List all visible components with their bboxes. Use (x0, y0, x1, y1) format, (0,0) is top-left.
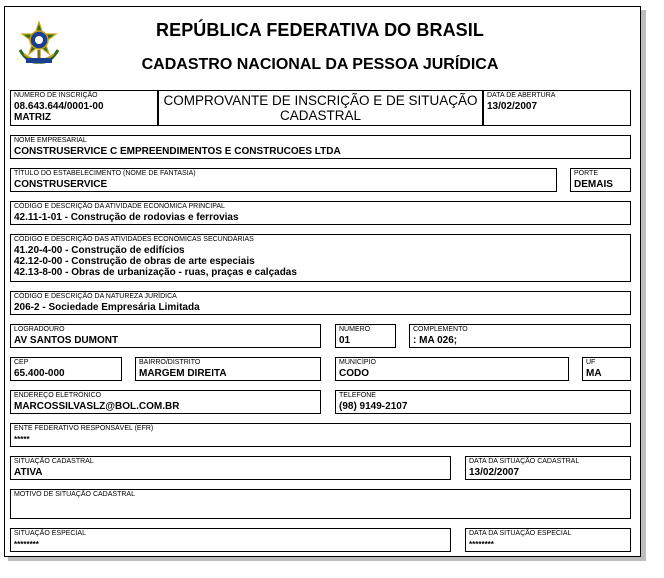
field-nome-empresarial (10, 135, 631, 159)
field-label: ENTE FEDERATIVO RESPONSÁVEL (EFR) (14, 425, 154, 432)
efr-value: ***** (14, 435, 30, 444)
field-inscricao (10, 90, 158, 126)
nome-fantasia-value: CONSTRUSERVICE (14, 179, 108, 190)
atividades-secundarias-list (14, 245, 297, 278)
numero-value: 01 (339, 335, 351, 346)
telefone-value: (98) 9149-2107 (339, 401, 408, 412)
situacao-value: ATIVA (14, 467, 43, 478)
field-label: PORTE (574, 170, 598, 177)
field-telefone (335, 390, 631, 414)
field-label: LOGRADOURO (14, 326, 65, 333)
field-data-situacao (465, 456, 631, 480)
field-email (10, 390, 321, 414)
field-label: TELEFONE (339, 392, 376, 399)
field-cep (10, 357, 122, 381)
field-label: BAIRRO/DISTRITO (139, 359, 201, 366)
field-numero (335, 324, 396, 348)
field-label: MOTIVO DE SITUAÇÃO CADASTRAL (14, 491, 135, 498)
field-label: CEP (14, 359, 29, 366)
logradouro-value: AV SANTOS DUMONT (14, 335, 119, 346)
field-motivo-situacao (10, 489, 631, 519)
document-title: REPÚBLICA FEDERATIVA DO BRASIL (155, 20, 484, 40)
field-label: DATA DA SITUAÇÃO CADASTRAL (469, 458, 580, 465)
field-label: TÍTULO DO ESTABELECIMENTO (NOME DE FANTASIA) (14, 170, 196, 177)
field-label: SITUAÇÃO ESPECIAL (14, 530, 86, 537)
situacao-especial-value: ******** (14, 540, 39, 549)
field-label: CÓDIGO E DESCRIÇÃO DAS ATIVIDADES ECONÔMICAS SECUNDÁRIAS (14, 236, 254, 243)
municipio-value: CODO (339, 368, 369, 379)
field-uf (582, 357, 631, 381)
cep-value: 65.400-000 (14, 368, 65, 379)
field-label: DATA DA SITUAÇÃO ESPECIAL (469, 530, 572, 537)
email-value: MARCOSSILVASLZ@BOL.COM.BR (14, 401, 180, 412)
field-logradouro (10, 324, 321, 348)
field-label: SITUAÇÃO CADASTRAL (14, 458, 94, 465)
field-label: MUNICÍPIO (339, 359, 376, 366)
field-atividade-principal (10, 201, 631, 225)
field-complemento (409, 324, 631, 348)
field-data-situacao-especial (465, 528, 631, 552)
field-situacao-especial (10, 528, 451, 552)
field-data-abertura (483, 90, 631, 126)
comprovante-line1: COMPROVANTE DE INSCRIÇÃO E DE SITUAÇÃO (163, 93, 478, 108)
complemento-value: : MA 026; (413, 335, 458, 346)
page-shadow-bottom (8, 557, 646, 561)
porte-value: DEMAIS (574, 179, 613, 190)
field-label: CÓDIGO E DESCRIÇÃO DA NATUREZA JURÍDICA (14, 293, 177, 300)
field-efr (10, 423, 631, 447)
field-label: COMPLEMENTO (413, 326, 468, 333)
field-label: CÓDIGO E DESCRIÇÃO DA ATIVIDADE ECONÔMICA PRINCIPAL (14, 203, 225, 210)
list-item: 41.20-4-00 - Construção de edifícios (14, 245, 185, 256)
comprovante-heading-box (158, 90, 483, 126)
brazil-coat-of-arms-icon (14, 20, 64, 66)
field-label: NOME EMPRESARIAL (14, 137, 87, 144)
data-situacao-especial-value: ******** (469, 540, 494, 549)
field-label: NÚMERO DE INSCRIÇÃO (14, 92, 98, 99)
field-label: DATA DE ABERTURA (487, 92, 556, 99)
list-item: 42.12-0-00 - Construção de obras de arte especiais (14, 256, 255, 267)
list-item: 42.13-8-00 - Obras de urbanização - ruas, praças e calçadas (14, 267, 297, 278)
uf-value: MA (586, 368, 602, 379)
document-subtitle: CADASTRO NACIONAL DA PESSOA JURÍDICA (141, 56, 499, 73)
data-situacao-value: 13/02/2007 (469, 467, 520, 478)
inscricao-type: MATRIZ (14, 112, 52, 123)
bairro-value: MARGEM DIREITA (139, 368, 227, 379)
field-porte (570, 168, 631, 192)
field-label: ENDEREÇO ELETRÔNICO (14, 392, 102, 399)
nome-empresarial-value: CONSTRUSERVICE C EMPREENDIMENTOS E CONSTRUCOES LTDA (14, 146, 341, 157)
comprovante-heading (159, 93, 482, 123)
field-nome-fantasia (10, 168, 557, 192)
field-label: UF (586, 359, 596, 366)
field-bairro (135, 357, 321, 381)
field-situacao-cadastral (10, 456, 451, 480)
page-shadow-right (641, 10, 646, 559)
field-municipio (335, 357, 569, 381)
abertura-value: 13/02/2007 (487, 101, 538, 112)
atividade-principal-value: 42.11-1-01 - Construção de rodovias e ferrovias (14, 212, 239, 223)
natureza-juridica-value: 206-2 - Sociedade Empresária Limitada (14, 302, 200, 313)
comprovante-line2: CADASTRAL (279, 108, 362, 123)
field-atividades-secundarias (10, 234, 631, 282)
field-natureza-juridica (10, 291, 631, 315)
field-label: NÚMERO (339, 326, 371, 333)
inscricao-value: 08.643.644/0001-00 (14, 101, 104, 112)
